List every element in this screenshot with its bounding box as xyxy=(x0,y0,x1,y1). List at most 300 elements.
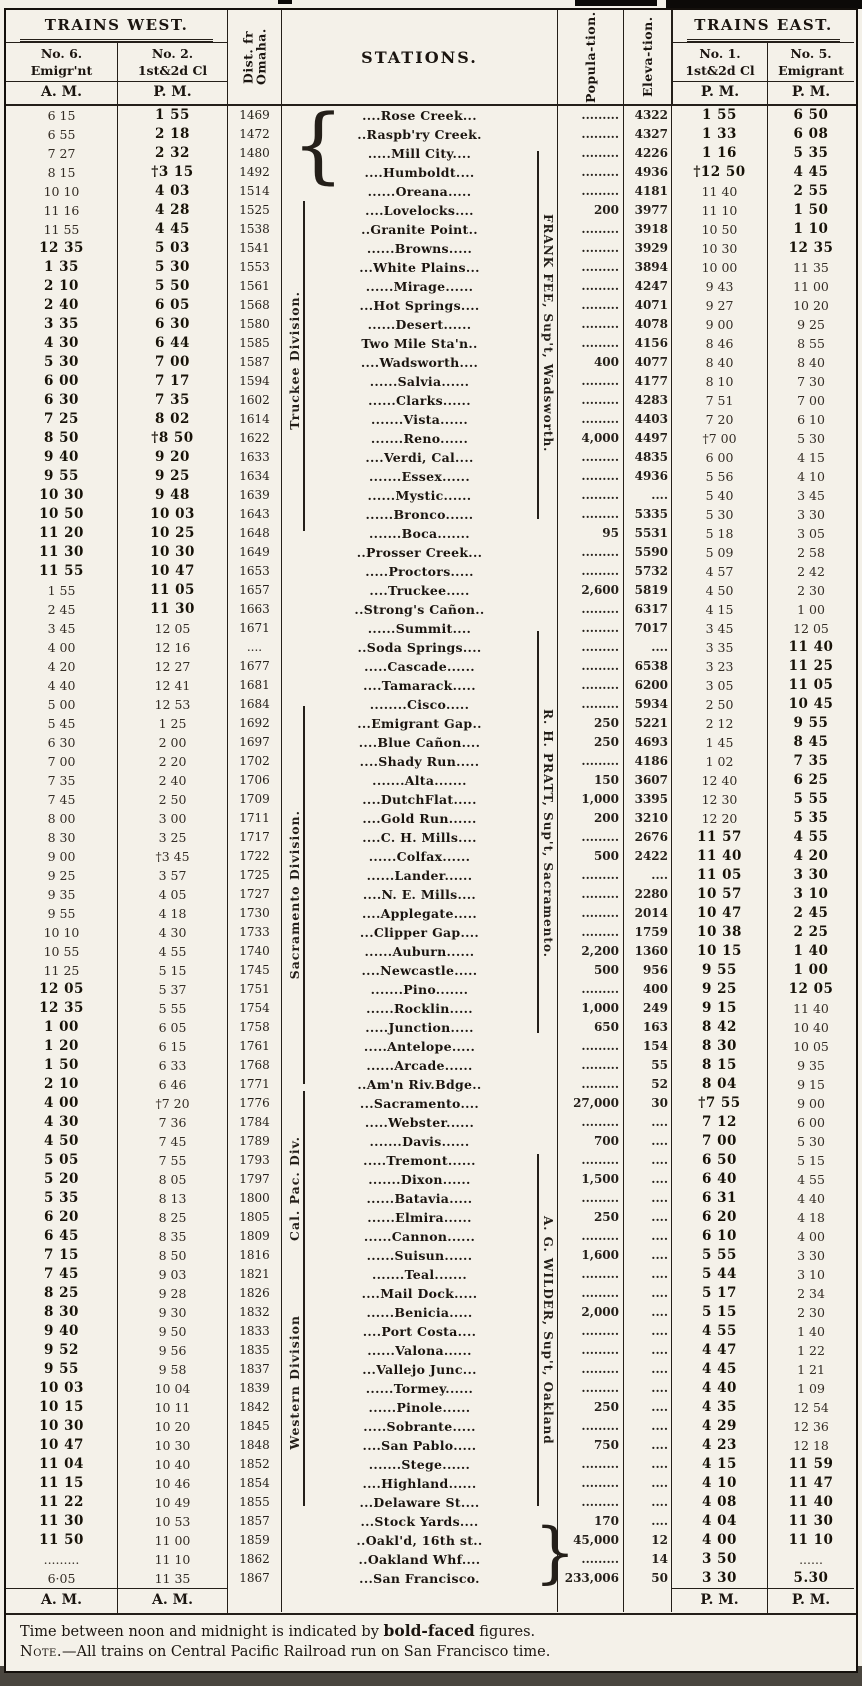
cell-distance: 1602 xyxy=(228,391,282,410)
stations-header: STATIONS. xyxy=(282,10,558,104)
cell-distance: 1663 xyxy=(228,600,282,619)
cell-west-no6-time: 3 35 xyxy=(6,315,118,334)
cell-east-no1-time: 5 55 xyxy=(672,1246,768,1265)
cell-elevation: .... xyxy=(624,486,672,505)
table-row xyxy=(6,1417,856,1436)
cell-station-name: .......Boca....... xyxy=(282,524,558,543)
cell-east-no5-time: 12 18 xyxy=(793,1438,829,1453)
cell-west-no6-time: 1 00 xyxy=(6,1018,118,1037)
cell-west-no6-time: 7 45 xyxy=(6,1265,118,1284)
cell-elevation: 4226 xyxy=(624,144,672,163)
table-row xyxy=(6,733,856,752)
table-row xyxy=(6,1208,856,1227)
cell-east-no1-time: 4 15 xyxy=(672,1455,768,1474)
division-label-cal-pac xyxy=(286,1110,302,1266)
cell-west-no2-time: †7 20 xyxy=(118,1094,228,1113)
cell-west-no6-time: 9 25 xyxy=(6,866,118,885)
cell-east-no5-time: 10 20 xyxy=(793,298,829,313)
cell-station-name: ..Raspb'ry Creek. xyxy=(282,125,558,144)
cell-distance: 1852 xyxy=(228,1455,282,1474)
unit-no1-bottom: P. M. xyxy=(672,1588,768,1613)
cell-west-no2-time: 4 05 xyxy=(118,885,228,904)
cell-distance: 1789 xyxy=(228,1132,282,1151)
table-row xyxy=(6,638,856,657)
cell-west-no2-time: 10 03 xyxy=(118,505,228,524)
cell-east-no1-time: 10 15 xyxy=(672,942,768,961)
cell-west-no2-time: 10 30 xyxy=(118,543,228,562)
cell-station-name: ......Oreana..... xyxy=(282,182,558,201)
cell-east-no5-time: 4 40 xyxy=(797,1191,825,1206)
cell-population: ......... xyxy=(558,1550,624,1569)
cell-population: ......... xyxy=(558,1037,624,1056)
cell-west-no6-time: 4 00 xyxy=(6,1094,118,1113)
table-row xyxy=(6,334,856,353)
cell-east-no1-time: 5 30 xyxy=(672,505,768,524)
superintendent-span-rule xyxy=(537,151,539,519)
cell-east-no5-time: 4 45 xyxy=(793,164,829,180)
division-label-text: Western Division xyxy=(286,1314,302,1450)
cell-west-no2-time: 3 57 xyxy=(118,866,228,885)
cell-east-no1-time: 9 27 xyxy=(672,296,768,315)
cell-elevation: 5590 xyxy=(624,543,672,562)
cell-west-no2-time: 12 05 xyxy=(118,619,228,638)
cell-population: ......... xyxy=(558,562,624,581)
cell-distance: 1826 xyxy=(228,1284,282,1303)
cell-station-name: ......Tormey...... xyxy=(282,1379,558,1398)
cell-east-no1-time: 2 50 xyxy=(672,695,768,714)
cell-elevation: 5335 xyxy=(624,505,672,524)
cell-east-no5-time: 3 10 xyxy=(793,886,829,902)
cell-population: 200 xyxy=(558,201,624,220)
cell-population: 27,000 xyxy=(558,1094,624,1113)
cell-distance: 1585 xyxy=(228,334,282,353)
cell-elevation: 4497 xyxy=(624,429,672,448)
cell-west-no6-time: 8 15 xyxy=(6,163,118,182)
table-row xyxy=(6,1018,856,1037)
cell-distance: 1639 xyxy=(228,486,282,505)
cell-station-name: ....Mail Dock..... xyxy=(282,1284,558,1303)
cell-population: ......... xyxy=(558,1474,624,1493)
cell-station-name: ......Rocklin..... xyxy=(282,999,558,1018)
cell-east-no1-time: 4 15 xyxy=(672,600,768,619)
cell-east-no1-time: 5 56 xyxy=(672,467,768,486)
table-row xyxy=(6,429,856,448)
cell-station-name: .....Sobrante..... xyxy=(282,1417,558,1436)
cell-east-no5-time: 3 10 xyxy=(797,1267,825,1282)
cell-west-no2-time: 8 50 xyxy=(118,1246,228,1265)
cell-elevation: 5531 xyxy=(624,524,672,543)
cell-elevation: 4835 xyxy=(624,448,672,467)
table-row xyxy=(6,163,856,182)
empty-cell xyxy=(228,1588,282,1612)
cell-east-no1-time: 1 55 xyxy=(672,106,768,125)
cell-west-no2-time: 9 30 xyxy=(118,1303,228,1322)
trains-west-title xyxy=(6,10,228,42)
cell-distance: 1480 xyxy=(228,144,282,163)
division-label-western xyxy=(286,1284,302,1480)
cell-east-no5-time: 11 35 xyxy=(793,260,829,275)
cell-population: ......... xyxy=(558,106,624,125)
cell-west-no2-time: 9 28 xyxy=(118,1284,228,1303)
cell-east-no1-time: 12 30 xyxy=(672,790,768,809)
table-row xyxy=(6,714,856,733)
table-row xyxy=(6,1056,856,1075)
cell-station-name: ...White Plains... xyxy=(282,258,558,277)
cell-east-no5-time: 1 10 xyxy=(793,221,829,237)
table-row xyxy=(6,866,856,885)
cell-east-no1-time: 12 40 xyxy=(672,771,768,790)
cell-population: ......... xyxy=(558,638,624,657)
cell-west-no2-time: 9 56 xyxy=(118,1341,228,1360)
cell-station-name: ......Suisun...... xyxy=(282,1246,558,1265)
cell-east-no5-time: 8 55 xyxy=(797,336,825,351)
cell-elevation: .... xyxy=(624,1474,672,1493)
unit-no6-bottom: A. M. xyxy=(6,1588,118,1613)
cell-west-no6-time: 4 20 xyxy=(6,657,118,676)
cell-station-name: ...Sacramento.... xyxy=(282,1094,558,1113)
cell-west-no6-time: 10 55 xyxy=(6,942,118,961)
cell-east-no1-time: 1 33 xyxy=(672,125,768,144)
table-row xyxy=(6,125,856,144)
cell-station-name: ......Valona...... xyxy=(282,1341,558,1360)
cell-distance: 1681 xyxy=(228,676,282,695)
division-span-rule xyxy=(303,1091,305,1291)
cell-population: ......... xyxy=(558,239,624,258)
table-row xyxy=(6,543,856,562)
cell-population: ......... xyxy=(558,828,624,847)
cell-distance: 1692 xyxy=(228,714,282,733)
cell-west-no6-time: 11 20 xyxy=(6,524,118,543)
table-row xyxy=(6,1531,856,1550)
cell-east-no5-time: 9 35 xyxy=(797,1058,825,1073)
cell-west-no6-time: 10 47 xyxy=(6,1436,118,1455)
cell-station-name: ....Applegate..... xyxy=(282,904,558,923)
cell-population: ......... xyxy=(558,657,624,676)
cell-east-no1-time: 8 10 xyxy=(672,372,768,391)
cell-east-no5-time: 1 40 xyxy=(793,943,829,959)
cell-east-no5-time: 11 40 xyxy=(793,1001,829,1016)
cell-population: 500 xyxy=(558,847,624,866)
cell-west-no2-time: 2 20 xyxy=(118,752,228,771)
cell-west-no2-time: 9 48 xyxy=(118,486,228,505)
cell-west-no6-time: 6 55 xyxy=(6,125,118,144)
unit-no2-top: P. M. xyxy=(118,82,228,104)
cell-distance: 1845 xyxy=(228,1417,282,1436)
sf-time-note xyxy=(20,1642,844,1662)
cell-station-name: ...San Francisco. xyxy=(282,1569,558,1588)
cell-elevation: .... xyxy=(624,638,672,657)
cell-east-no1-time: 7 51 xyxy=(672,391,768,410)
cell-east-no1-time: 9 25 xyxy=(672,980,768,999)
cell-east-no5-time: 7 00 xyxy=(797,393,825,408)
cell-west-no6-time: 8 30 xyxy=(6,828,118,847)
cell-east-no5-time: 5 55 xyxy=(793,791,829,807)
cell-east-no5-time: 2 58 xyxy=(797,545,825,560)
scan-artifact xyxy=(278,0,292,4)
cell-east-no5-time: 6 00 xyxy=(797,1115,825,1130)
cell-west-no2-time: 9 03 xyxy=(118,1265,228,1284)
cell-west-no2-time: 11 35 xyxy=(118,1569,228,1588)
cell-west-no6-time: 7 35 xyxy=(6,771,118,790)
cell-east-no5-time: 8 45 xyxy=(793,734,829,750)
table-row xyxy=(6,790,856,809)
cell-west-no2-time: †8 50 xyxy=(118,429,228,448)
cell-west-no2-time: 4 18 xyxy=(118,904,228,923)
cell-east-no1-time: 5 40 xyxy=(672,486,768,505)
cell-station-name: ....Port Costa.... xyxy=(282,1322,558,1341)
division-label-text: Truckee Division. xyxy=(286,290,302,430)
cell-population: 650 xyxy=(558,1018,624,1037)
cell-east-no1-time: 1 02 xyxy=(672,752,768,771)
cell-east-no1-time: 8 30 xyxy=(672,1037,768,1056)
cell-east-no5-time: 4 10 xyxy=(797,469,825,484)
cell-station-name: .......Teal....... xyxy=(282,1265,558,1284)
stations-close-brace: } xyxy=(534,1514,576,1591)
cell-west-no2-time: 2 40 xyxy=(118,771,228,790)
train-number: No. 1. xyxy=(699,46,741,61)
cell-elevation: .... xyxy=(624,1227,672,1246)
cell-distance: 1797 xyxy=(228,1170,282,1189)
empty-cell xyxy=(282,1588,558,1612)
cell-distance: 1768 xyxy=(228,1056,282,1075)
cell-west-no2-time: 10 04 xyxy=(118,1379,228,1398)
cell-elevation: 5732 xyxy=(624,562,672,581)
cell-distance: 1709 xyxy=(228,790,282,809)
table-row xyxy=(6,1341,856,1360)
cell-east-no1-time: 1 16 xyxy=(672,144,768,163)
cell-elevation: .... xyxy=(624,1303,672,1322)
cell-east-no5-time: 3 30 xyxy=(797,507,825,522)
cell-west-no2-time: 2 50 xyxy=(118,790,228,809)
cell-west-no6-time: ......... xyxy=(6,1550,118,1569)
table-row xyxy=(6,277,856,296)
cell-elevation: .... xyxy=(624,1189,672,1208)
cell-station-name: .......Vista...... xyxy=(282,410,558,429)
cell-east-no1-time: 3 45 xyxy=(672,619,768,638)
cell-east-no1-time: 4 55 xyxy=(672,1322,768,1341)
cell-east-no5-time: 2 42 xyxy=(797,564,825,579)
cell-population: ......... xyxy=(558,980,624,999)
cell-station-name: ....San Pablo..... xyxy=(282,1436,558,1455)
table-row xyxy=(6,847,856,866)
cell-west-no6-time: 9 00 xyxy=(6,847,118,866)
cell-population: ......... xyxy=(558,505,624,524)
cell-west-no2-time: 6 05 xyxy=(118,1018,228,1037)
table-row xyxy=(6,885,856,904)
cell-west-no2-time: 2 00 xyxy=(118,733,228,752)
cell-elevation: 14 xyxy=(624,1550,672,1569)
cell-west-no2-time: 10 53 xyxy=(118,1512,228,1531)
cell-elevation: 50 xyxy=(624,1569,672,1588)
cell-elevation: .... xyxy=(624,1398,672,1417)
cell-west-no2-time: 10 49 xyxy=(118,1493,228,1512)
cell-west-no6-time: 5 30 xyxy=(6,353,118,372)
cell-elevation: 3918 xyxy=(624,220,672,239)
cell-station-name: .......Dixon...... xyxy=(282,1170,558,1189)
cell-elevation: 4322 xyxy=(624,106,672,125)
cell-station-name: ......Desert...... xyxy=(282,315,558,334)
cell-elevation: .... xyxy=(624,866,672,885)
cell-distance: 1711 xyxy=(228,809,282,828)
cell-station-name: ......Colfax...... xyxy=(282,847,558,866)
cell-west-no6-time: 1 50 xyxy=(6,1056,118,1075)
cell-population: ......... xyxy=(558,1151,624,1170)
cell-distance: 1793 xyxy=(228,1151,282,1170)
cell-west-no2-time: 11 30 xyxy=(118,600,228,619)
cell-east-no5-time: 1 50 xyxy=(793,202,829,218)
cell-population: ......... xyxy=(558,866,624,885)
cell-population: ......... xyxy=(558,372,624,391)
col-header-no2 xyxy=(118,42,228,82)
cell-station-name: ......Summit.... xyxy=(282,619,558,638)
cell-elevation: .... xyxy=(624,1512,672,1531)
cell-distance: 1730 xyxy=(228,904,282,923)
table-row xyxy=(6,619,856,638)
cell-elevation: 154 xyxy=(624,1037,672,1056)
cell-station-name: ....Humboldt.... xyxy=(282,163,558,182)
cell-station-name: ..Granite Point.. xyxy=(282,220,558,239)
cell-west-no2-time: 3 00 xyxy=(118,809,228,828)
cell-distance: 1568 xyxy=(228,296,282,315)
cell-station-name: ....Lovelocks.... xyxy=(282,201,558,220)
cell-east-no1-time: 5 15 xyxy=(672,1303,768,1322)
cell-west-no2-time: 10 46 xyxy=(118,1474,228,1493)
cell-west-no6-time: 11 25 xyxy=(6,961,118,980)
cell-station-name: ...Clipper Gap.... xyxy=(282,923,558,942)
cell-population: ......... xyxy=(558,410,624,429)
cell-population: ......... xyxy=(558,486,624,505)
cell-distance: 1809 xyxy=(228,1227,282,1246)
table-row xyxy=(6,372,856,391)
superintendent-span-rule xyxy=(537,631,539,1033)
table-row xyxy=(6,1246,856,1265)
cell-west-no6-time: 10 10 xyxy=(6,182,118,201)
cell-population: 500 xyxy=(558,961,624,980)
cell-population: ......... xyxy=(558,1360,624,1379)
cell-east-no5-time: 10 05 xyxy=(793,1039,829,1054)
cell-elevation: 4177 xyxy=(624,372,672,391)
cell-east-no1-time: 2 12 xyxy=(672,714,768,733)
cell-west-no2-time: 1 25 xyxy=(118,714,228,733)
cell-station-name: ....Verdi, Cal.... xyxy=(282,448,558,467)
cell-distance: 1725 xyxy=(228,866,282,885)
cell-station-name: ....DutchFlat..... xyxy=(282,790,558,809)
table-row xyxy=(6,106,856,125)
table-row xyxy=(6,657,856,676)
cell-station-name: ..Strong's Cañon.. xyxy=(282,600,558,619)
table-row xyxy=(6,961,856,980)
cell-population: ......... xyxy=(558,1322,624,1341)
cell-west-no2-time: 12 53 xyxy=(118,695,228,714)
cell-west-no6-time: 8 50 xyxy=(6,429,118,448)
cell-distance: 1800 xyxy=(228,1189,282,1208)
cell-west-no6-time: 11 30 xyxy=(6,543,118,562)
cell-population: ......... xyxy=(558,144,624,163)
cell-west-no6-time: 5 45 xyxy=(6,714,118,733)
cell-east-no5-time: 12 36 xyxy=(793,1419,829,1434)
cell-population: 2,200 xyxy=(558,942,624,961)
cell-station-name: .....Tremont...... xyxy=(282,1151,558,1170)
cell-east-no1-time: 6 40 xyxy=(672,1170,768,1189)
cell-east-no5-time: 7 35 xyxy=(793,753,829,769)
cell-station-name: .......Alta....... xyxy=(282,771,558,790)
cell-west-no2-time: †3 15 xyxy=(118,163,228,182)
cell-station-name: ....Wadsworth.... xyxy=(282,353,558,372)
cell-east-no1-time: 4 10 xyxy=(672,1474,768,1493)
cell-east-no1-time: †7 55 xyxy=(672,1094,768,1113)
train-number: No. 5. xyxy=(790,46,832,61)
table-row xyxy=(6,410,856,429)
table-row xyxy=(6,1379,856,1398)
cell-elevation: 3607 xyxy=(624,771,672,790)
cell-east-no5-time: 5 35 xyxy=(793,145,829,161)
cell-east-no5-time: 4 55 xyxy=(793,829,829,845)
cell-east-no1-time: 10 57 xyxy=(672,885,768,904)
table-row xyxy=(6,1436,856,1455)
cell-population: 2,000 xyxy=(558,1303,624,1322)
cell-east-no1-time: 11 40 xyxy=(672,182,768,201)
timetable-body xyxy=(6,98,856,1591)
cell-population: ......... xyxy=(558,1417,624,1436)
table-row xyxy=(6,1132,856,1151)
table-row xyxy=(6,391,856,410)
cell-east-no1-time: 10 47 xyxy=(672,904,768,923)
col-header-no5 xyxy=(768,42,854,82)
cell-population: ......... xyxy=(558,1284,624,1303)
cell-elevation: 4693 xyxy=(624,733,672,752)
cell-station-name: ....Newcastle..... xyxy=(282,961,558,980)
cell-east-no5-time: 9 00 xyxy=(797,1096,825,1111)
cell-west-no2-time: 6 46 xyxy=(118,1075,228,1094)
cell-distance: 1848 xyxy=(228,1436,282,1455)
cell-distance: 1722 xyxy=(228,847,282,866)
table-row xyxy=(6,1037,856,1056)
cell-distance: 1832 xyxy=(228,1303,282,1322)
trains-west-label: TRAINS WEST. xyxy=(44,16,189,34)
cell-west-no2-time: 4 30 xyxy=(118,923,228,942)
cell-distance: 1561 xyxy=(228,277,282,296)
cell-distance: 1833 xyxy=(228,1322,282,1341)
cell-population: ......... xyxy=(558,448,624,467)
cell-station-name: ......Benicia..... xyxy=(282,1303,558,1322)
note-text: Time between noon and midnight is indicated by xyxy=(20,1624,384,1640)
cell-east-no1-time: 7 00 xyxy=(672,1132,768,1151)
cell-west-no6-time: 6 45 xyxy=(6,1227,118,1246)
cell-elevation: 6538 xyxy=(624,657,672,676)
division-label-sacramento xyxy=(286,744,302,1046)
cell-west-no6-time: 1 35 xyxy=(6,258,118,277)
cell-station-name: ...Hot Springs.... xyxy=(282,296,558,315)
cell-east-no1-time: 3 23 xyxy=(672,657,768,676)
cell-elevation: 4936 xyxy=(624,163,672,182)
bold-face-note xyxy=(20,1621,844,1642)
cell-east-no5-time: 1 00 xyxy=(793,962,829,978)
cell-west-no6-time: 9 52 xyxy=(6,1341,118,1360)
cell-population: ......... xyxy=(558,315,624,334)
cell-population: ......... xyxy=(558,1189,624,1208)
cell-elevation: 956 xyxy=(624,961,672,980)
cell-west-no6-time: 4 00 xyxy=(6,638,118,657)
cell-elevation: 2280 xyxy=(624,885,672,904)
cell-east-no1-time: 1 45 xyxy=(672,733,768,752)
cell-population: ......... xyxy=(558,220,624,239)
cell-station-name: ...Emigrant Gap.. xyxy=(282,714,558,733)
cell-west-no2-time: 6 30 xyxy=(118,315,228,334)
cell-elevation: 52 xyxy=(624,1075,672,1094)
table-row xyxy=(6,980,856,999)
cell-population: ......... xyxy=(558,695,624,714)
division-label-truckee xyxy=(286,234,302,486)
